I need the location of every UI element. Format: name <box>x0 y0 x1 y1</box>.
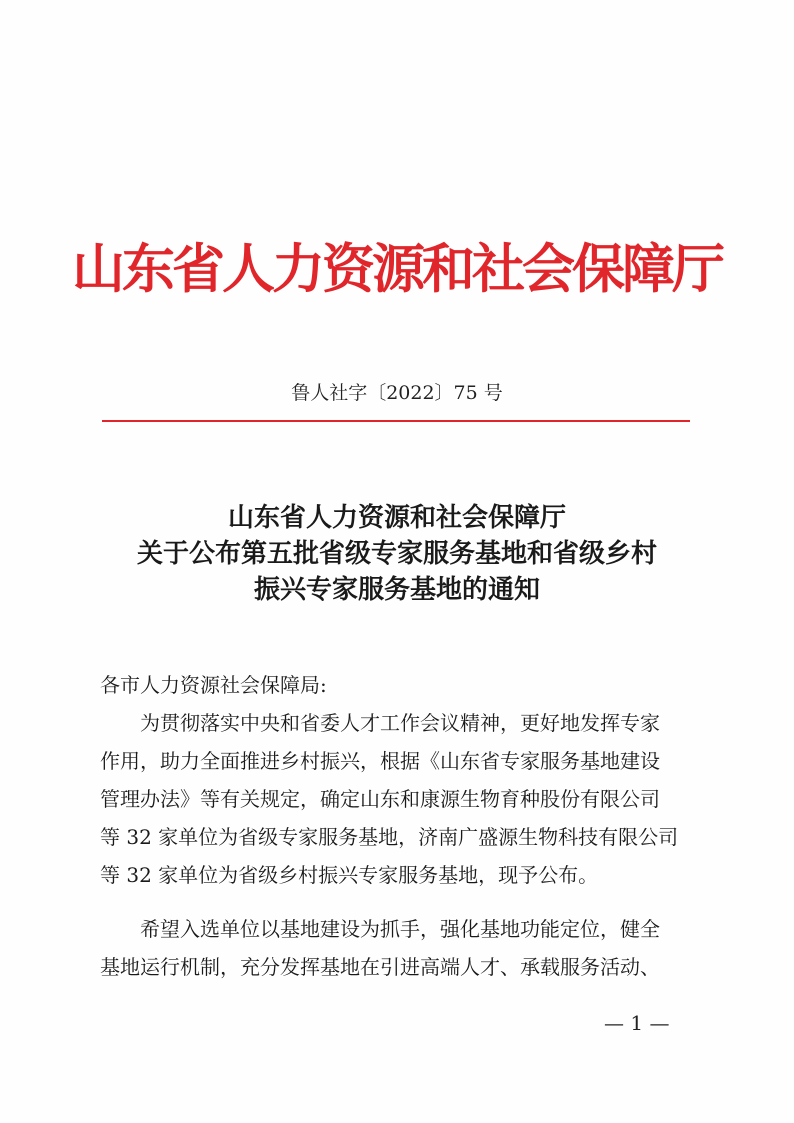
title-line: 山东省人力资源和社会保障厅 <box>227 503 566 533</box>
issuing-organization-header: 山东省人力资源和社会保障厅 <box>72 238 722 300</box>
body-paragraph-2 <box>100 910 696 986</box>
document-number: 鲁人社字〔2022〕75 号 <box>291 382 503 404</box>
title-line: 振兴专家服务基地的通知 <box>253 575 540 605</box>
paragraph-line: 等 32 家单位为省级乡村振兴专家服务基地，现予公布。 <box>100 863 599 887</box>
body-paragraph-1 <box>100 704 696 894</box>
paragraph-line: 等 32 家单位为省级专家服务基地，济南广盛源生物科技有限公司 <box>100 825 679 849</box>
paragraph-line: 管理办法》等有关规定，确定山东和康源生物育种股份有限公司 <box>100 787 660 811</box>
paragraph-line: 为贯彻落实中央和省委人才工作会议精神，更好地发挥专家 <box>140 711 660 735</box>
paragraph-line: 作用，助力全面推进乡村振兴，根据《山东省专家服务基地建设 <box>100 749 660 773</box>
salutation: 各市人力资源社会保障局: <box>100 673 327 697</box>
red-separator-line <box>102 420 690 422</box>
title-line: 关于公布第五批省级专家服务基地和省级乡村 <box>136 539 657 569</box>
document-title <box>0 500 794 608</box>
paragraph-line: 希望入选单位以基地建设为抓手，强化基地功能定位，健全 <box>140 917 660 941</box>
paragraph-line: 基地运行机制，充分发挥基地在引进高端人才、承载服务活动、 <box>100 955 660 979</box>
page-number: — 1 — <box>604 1011 670 1035</box>
